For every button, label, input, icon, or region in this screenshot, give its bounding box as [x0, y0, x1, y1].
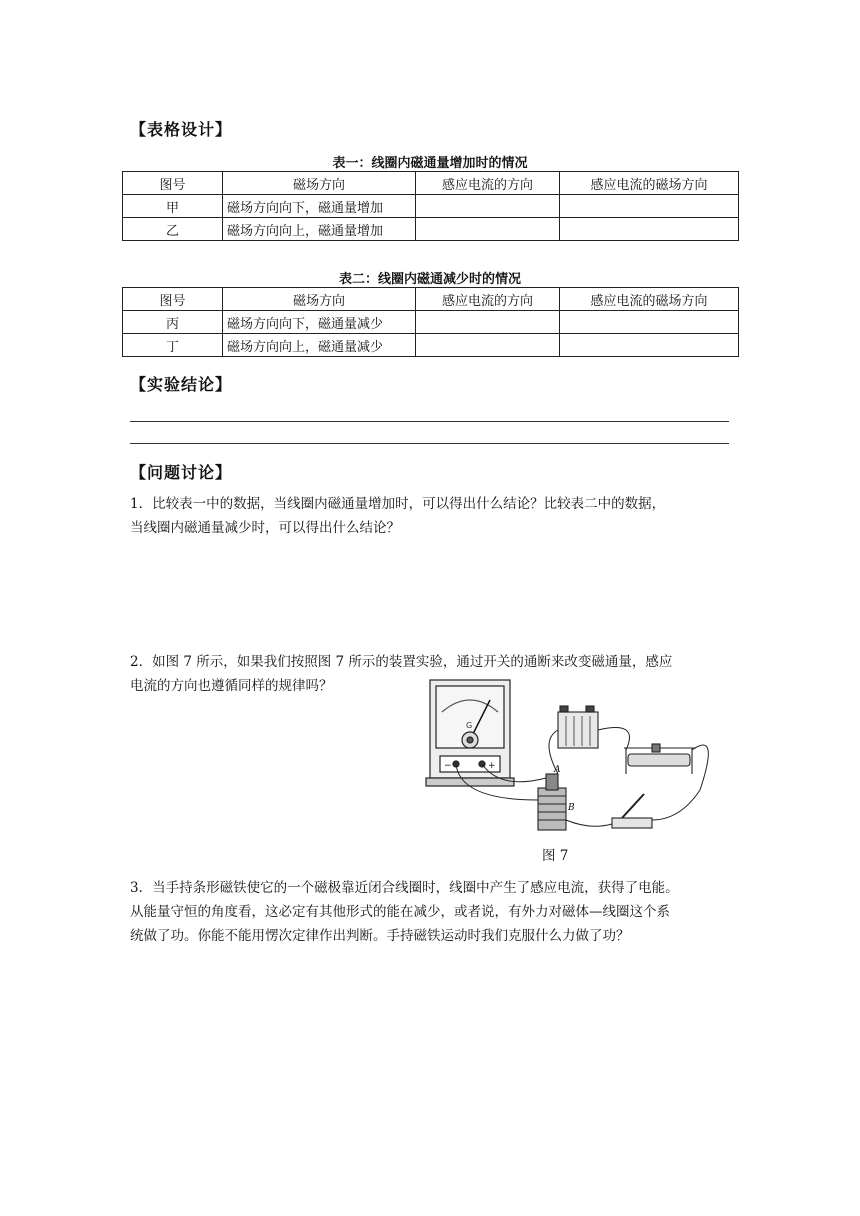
rheostat — [624, 744, 696, 774]
question-1 — [130, 492, 732, 540]
answer-line — [130, 421, 729, 422]
table-cell — [560, 334, 739, 357]
table1 — [122, 171, 739, 241]
table-cell — [560, 195, 739, 218]
figure-7-apparatus — [420, 670, 720, 840]
battery — [558, 706, 598, 748]
table-row — [123, 311, 739, 334]
question-3 — [130, 876, 732, 948]
question-2-line: 2．如图 7 所示，如果我们按照图 7 所示的装置实验，通过开关的通断来改变磁通量，感应 — [130, 654, 673, 670]
table1-header-cell: 图号 — [123, 172, 223, 195]
table-cell: 丙 — [123, 311, 223, 334]
table-row — [123, 218, 739, 241]
figure-7-caption: 图 7 — [542, 848, 569, 864]
table-cell: 丁 — [123, 334, 223, 357]
table-cell — [560, 311, 739, 334]
section-heading-table-design: 【表格设计】 — [130, 120, 233, 139]
section-heading-discussion: 【问题讨论】 — [130, 463, 233, 482]
table-cell — [416, 218, 560, 241]
coil-b-label: B — [568, 803, 575, 813]
table2-header-cell: 磁场方向 — [223, 288, 416, 311]
coil-a-label: A — [554, 765, 561, 775]
question-3-line: 统做了功。你能不能用愣次定律作出判断。手持磁铁运动时我们克服什么力做了功？ — [130, 928, 630, 944]
question-3-line: 3．当手持条形磁铁使它的一个磁极靠近闭合线圈时，线圈中产生了感应电流，获得了电能。 — [130, 880, 679, 896]
table1-caption: 表一：线圈内磁通量增加时的情况 — [332, 156, 528, 171]
section-heading-conclusion: 【实验结论】 — [130, 375, 233, 394]
table-cell: 乙 — [123, 218, 223, 241]
table-cell — [416, 334, 560, 357]
table-row — [123, 195, 739, 218]
table-cell — [560, 218, 739, 241]
switch — [612, 794, 652, 828]
question-1-line: 1．比较表一中的数据，当线圈内磁通量增加时，可以得出什么结论？比较表二中的数据， — [130, 496, 666, 512]
meter-minus-label: − — [444, 761, 452, 771]
meter-plus-label: + — [488, 761, 496, 771]
question-1-line: 当线圈内磁通量减少时，可以得出什么结论？ — [130, 520, 400, 536]
table-cell: 磁场方向向上，磁通量减少 — [223, 334, 416, 357]
answer-line — [130, 443, 729, 444]
table-cell — [416, 195, 560, 218]
table2-header-cell: 图号 — [123, 288, 223, 311]
question-3-line: 从能量守恒的角度看，这必定有其他形式的能在减少，或者说，有外力对磁体—线圈这个系 — [130, 904, 670, 920]
table1-header-row — [123, 172, 739, 195]
question-2-line: 电流的方向也遵循同样的规律吗？ — [130, 678, 333, 694]
table2-header-cell: 感应电流的方向 — [416, 288, 560, 311]
table2-header-cell: 感应电流的磁场方向 — [560, 288, 739, 311]
table1-header-cell: 磁场方向 — [223, 172, 416, 195]
table-cell: 磁场方向向上，磁通量增加 — [223, 218, 416, 241]
coil-assembly — [538, 774, 566, 830]
table-cell: 磁场方向向下，磁通量增加 — [223, 195, 416, 218]
table2-header-row — [123, 288, 739, 311]
table1-header-cell: 感应电流的磁场方向 — [560, 172, 739, 195]
galvanometer — [426, 680, 514, 786]
table2-caption: 表二：线圈内磁通减少时的情况 — [338, 272, 521, 287]
table-cell — [416, 311, 560, 334]
table-cell: 磁场方向向下，磁通量减少 — [223, 311, 416, 334]
table2 — [122, 287, 739, 357]
table-row — [123, 334, 739, 357]
table1-header-cell: 感应电流的方向 — [416, 172, 560, 195]
meter-g-label: G — [466, 721, 473, 730]
table-cell: 甲 — [123, 195, 223, 218]
